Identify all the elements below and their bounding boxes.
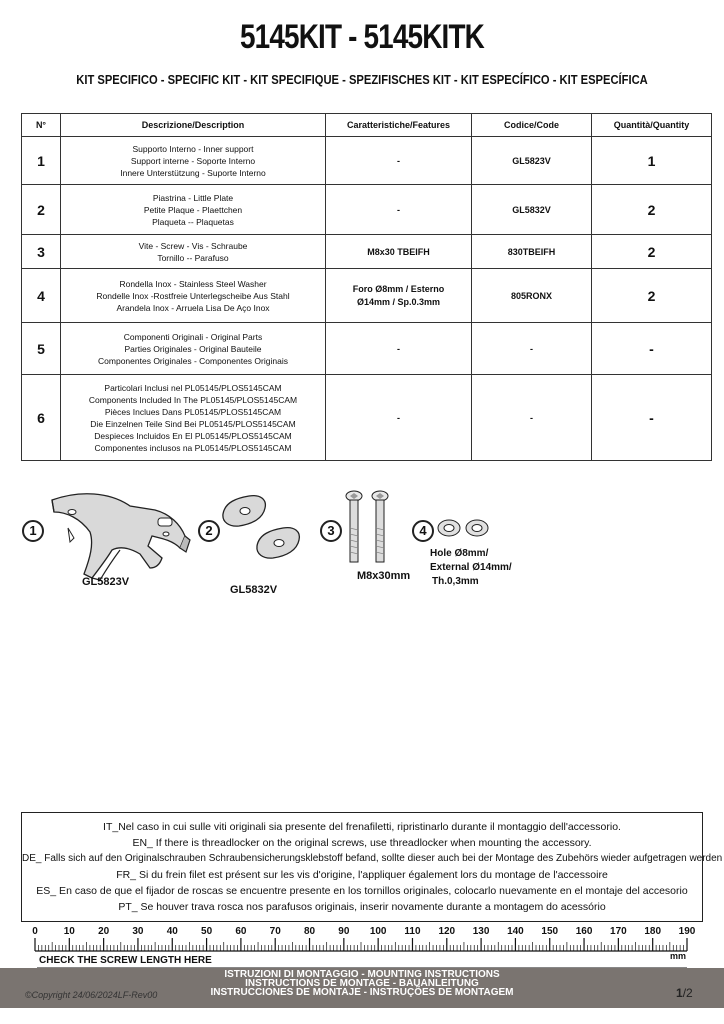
table-row: [22, 323, 712, 375]
row-description: [61, 137, 326, 185]
description-line: Supporto Interno - Inner support: [132, 143, 254, 154]
ruler-tick-label: 90: [338, 926, 350, 937]
row-features: -: [326, 185, 472, 235]
description-line: Rondella Inox - Stainless Steel Washer: [119, 278, 267, 289]
row-code: GL5832V: [472, 185, 592, 235]
note-en: EN_ If there is threadlocker on the original screws, use threadlocker when mounting the accessory.: [132, 837, 592, 849]
row-quantity: 2: [592, 235, 712, 269]
footer-line: INSTRUCTIONS DE MONTAGE - BAUANLEITUNG: [245, 978, 479, 989]
row-description: [61, 185, 326, 235]
ruler-tick-label: 30: [132, 926, 144, 937]
row-number: 6: [22, 375, 61, 461]
screw-illustration: [340, 488, 400, 568]
description-line: Pièces Inclues Dans PL05145/PLOS5145CAM: [104, 406, 282, 417]
ruler-unit: mm: [670, 951, 687, 961]
document-subtitle: KIT SPECIFICO - SPECIFIC KIT - KIT SPECIFIQUE - SPEZIFISCHES KIT - KIT ESPECÍFICO - KIT ESPECÍFICA: [76, 72, 648, 87]
ruler-tick-label: 60: [235, 926, 247, 937]
ruler-tick-label: 140: [507, 926, 524, 937]
row-quantity: -: [592, 375, 712, 461]
note-pt: PT_ Se houver trava rosca nos parafusos originais, inserir novamente durante a montagem do acessório: [118, 901, 606, 913]
washer-spec-line: Th.0,3mm: [432, 576, 479, 587]
part-number-badge: 4: [412, 520, 434, 542]
table-row: [22, 185, 712, 235]
washer-spec-line: Hole Ø8mm/: [430, 548, 489, 559]
table-row: [22, 375, 712, 461]
ruler-caption: CHECK THE SCREW LENGTH HERE: [39, 955, 212, 966]
row-features: -: [326, 375, 472, 461]
description-line: Arandela Inox - Arruela Lisa De Aço Inox: [116, 302, 270, 313]
row-code: 805RONX: [472, 269, 592, 323]
description-line: Particolari Inclusi nel PL05145/PLOS5145CAM: [104, 382, 282, 393]
row-description: [61, 269, 326, 323]
description-line: Plaqueta -- Plaquetas: [152, 216, 234, 227]
inner-support-illustration: [40, 488, 200, 583]
row-description: [61, 323, 326, 375]
row-features: -: [326, 137, 472, 185]
ruler-tick-label: 50: [201, 926, 213, 937]
ruler-tick-label: 100: [369, 926, 387, 937]
description-line: Innere Unterstützung - Suporte Interno: [120, 167, 266, 178]
note-it: IT_Nel caso in cui sulle viti originali sia presente del frenafiletti, ripristinarlo durante il montaggio dell'accessorio.: [103, 821, 621, 833]
description-line: Support interne - Soporte Interno: [130, 155, 256, 166]
ruler-tick-label: 170: [610, 926, 627, 937]
ruler-tick-label: 190: [678, 926, 696, 937]
row-features: -: [326, 323, 472, 375]
description-line: Components Included In The PL05145/PLOS5145CAM: [88, 394, 298, 405]
page-current: 1: [676, 986, 683, 1000]
row-number: 3: [22, 235, 61, 269]
ruler-tick-label: 80: [303, 926, 316, 937]
part-number-badge: 2: [198, 520, 220, 542]
note-de: DE_ Falls sich auf den Originalschrauben Schraubensicherungsklebstoff befand, sollte dieser auch bei der Montage des Zubehörs wieder aufgetragen werden: [22, 853, 723, 864]
row-number: 4: [22, 269, 61, 323]
ruler-tick-label: 0: [32, 926, 38, 937]
row-description: [61, 235, 326, 269]
screw-length-ruler: [21, 924, 701, 970]
page-total: /2: [682, 986, 693, 1000]
ruler-tick-label: 110: [404, 926, 421, 937]
description-line: Petite Plaque - Plaettchen: [143, 204, 243, 215]
copyright-text: ©Copyright 24/06/2024LF-Rev00: [25, 990, 158, 1000]
part-label: M8x30mm: [357, 570, 411, 582]
ruler-tick-label: 130: [472, 926, 490, 937]
note-es: ES_ En caso de que el fijador de roscas se encuentre presente en los tornillos originales, colocarlo nuevamente en el montaje del accesorio: [36, 885, 688, 897]
description-line: Parties Originales - Original Bauteile: [124, 343, 262, 354]
row-number: 2: [22, 185, 61, 235]
row-description: [61, 375, 326, 461]
part-number-badge: 1: [22, 520, 44, 542]
description-line: Tornillo -- Parafuso: [157, 252, 229, 263]
parts-table: [21, 113, 712, 461]
part-number-badge: 3: [320, 520, 342, 542]
threadlocker-notes-box: [21, 812, 723, 922]
little-plate-illustration: [215, 490, 325, 580]
ruler-tick-label: 180: [644, 926, 662, 937]
row-features: M8x30 TBEIFH: [326, 235, 472, 269]
row-quantity: -: [592, 323, 712, 375]
ruler-tick-label: 70: [269, 926, 281, 937]
description-line: Piastrina - Little Plate: [152, 192, 234, 203]
document-title: 5145KIT - 5145KITK: [239, 18, 485, 56]
ruler-tick-label: 10: [63, 926, 75, 937]
row-features: Foro Ø8mm / Esterno Ø14mm / Sp.0.3mm: [326, 269, 472, 323]
note-fr: FR_ Si du frein filet est présent sur les vis d'origine, l'appliquer également lors du montage de l'accessoire: [116, 869, 608, 881]
ruler-tick-label: 40: [166, 926, 178, 937]
description-line: Componenti Originali - Original Parts: [123, 331, 263, 342]
washer-illustration: [434, 516, 494, 540]
row-code: -: [472, 323, 592, 375]
row-number: 5: [22, 323, 61, 375]
footer-line: INSTRUCCIONES DE MONTAJE - INSTRUÇÕES DE MONTAGEM: [210, 987, 514, 998]
header-number: N°: [22, 114, 61, 137]
ruler-tick-label: 120: [438, 926, 456, 937]
washer-spec-line: External Ø14mm/: [430, 562, 512, 573]
ruler-tick-label: 20: [98, 926, 110, 937]
row-code: 830TBEIFH: [472, 235, 592, 269]
description-line: Vite - Screw - Vis - Schraube: [138, 240, 248, 251]
table-row: [22, 269, 712, 323]
header-features: Caratteristiche/Features: [326, 114, 472, 137]
footer-line: ISTRUZIONI DI MONTAGGIO - MOUNTING INSTRUCTIONS: [224, 969, 500, 980]
row-quantity: 2: [592, 185, 712, 235]
page-number: [676, 986, 693, 1000]
ruler-tick-label: 150: [541, 926, 559, 937]
part-label: GL5832V: [230, 584, 278, 596]
footer-bar: [0, 968, 724, 1008]
row-quantity: 1: [592, 137, 712, 185]
ruler-tick-label: 160: [575, 926, 593, 937]
row-code: -: [472, 375, 592, 461]
description-line: Die Einzelnen Teile Sind Bei PL05145/PLOS5145CAM: [90, 418, 296, 429]
table-header-row: [22, 114, 712, 137]
header-code: Codice/Code: [472, 114, 592, 137]
row-code: GL5823V: [472, 137, 592, 185]
table-row: [22, 235, 712, 269]
description-line: Rondelle Inox -Rostfreie Unterlegscheibe Aus Stahl: [96, 290, 290, 301]
table-row: [22, 137, 712, 185]
header-quantity: Quantità/Quantity: [592, 114, 712, 137]
description-line: Despieces Incluidos En El PL05145/PLOS5145CAM: [94, 430, 292, 441]
description-line: Componentes inclusos na PL05145/PLOS5145CAM: [94, 442, 292, 453]
row-quantity: 2: [592, 269, 712, 323]
description-line: Componentes Originales - Componentes Originais: [98, 355, 288, 366]
row-number: 1: [22, 137, 61, 185]
part-label: GL5823V: [82, 576, 130, 588]
header-description: Descrizione/Description: [61, 114, 326, 137]
